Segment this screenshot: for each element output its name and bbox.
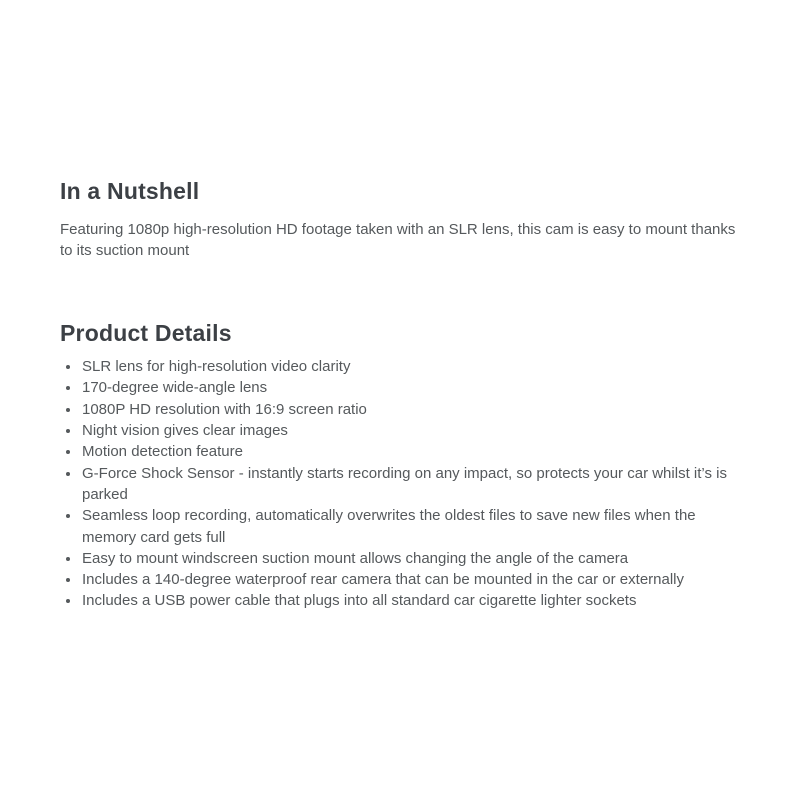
nutshell-heading: In a Nutshell	[60, 178, 200, 204]
product-detail-item: • 170-degree wide-angle lens	[81, 377, 742, 398]
product-details-list	[60, 356, 742, 612]
product-detail-item: • Includes a 140-degree waterproof rear camera that can be mounted in the car or externally	[81, 569, 742, 590]
nutshell-description: Featuring 1080p high-resolution HD footage taken with an SLR lens, this cam is easy to mount thanks to its suction mount	[60, 220, 736, 259]
product-detail-item: • Easy to mount windscreen suction mount allows changing the angle of the camera	[81, 548, 742, 569]
product-details-heading: Product Details	[60, 319, 232, 346]
product-detail-item: • Motion detection feature	[81, 441, 742, 462]
product-detail-item: • 1080P HD resolution with 16:9 screen ratio	[81, 399, 742, 420]
product-detail-item: • Seamless loop recording, automatically overwrites the oldest files to save new files when the memory card gets full	[81, 505, 742, 548]
product-detail-item: • Night vision gives clear images	[81, 420, 742, 441]
product-detail-item: • Includes a USB power cable that plugs into all standard car cigarette lighter sockets	[81, 590, 742, 611]
product-detail-item: • SLR lens for high-resolution video clarity	[81, 356, 742, 377]
product-detail-item: • G-Force Shock Sensor - instantly starts recording on any impact, so protects your car whilst it’s is parked	[81, 463, 742, 506]
